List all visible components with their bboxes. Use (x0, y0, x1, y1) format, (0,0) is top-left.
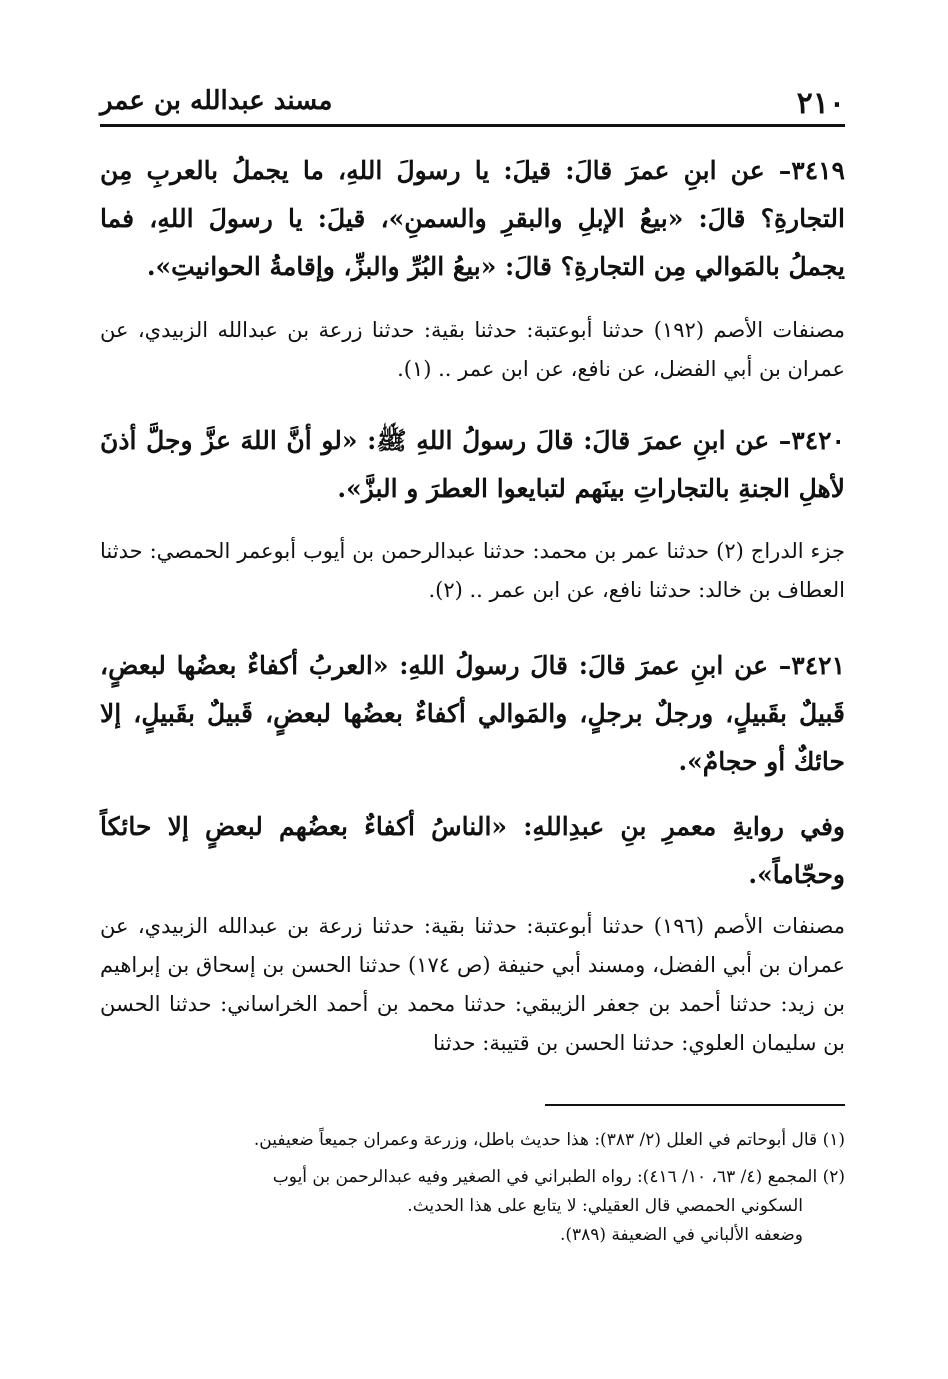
hadith-3421 (100, 642, 845, 786)
footnote-line: (١) قال أبوحاتم في العلل (٢/ ٣٨٣): هذا حديث باطل، وزرعة وعمران جميعاً ضعيفين. (253, 1130, 845, 1150)
header-rule (100, 124, 845, 127)
footnote-2 (100, 1163, 845, 1250)
source-citation: مصنفات الأصم (١٩٦) حدثنا أبوعتبة: حدثنا بقية: حدثنا زرعة بن عبدالله الزبيدي، عن عمران بن أبي الفضل، ومسند أبي حنيفة (ص ١٧٤) حدثنا الحسن بن إسحاق بن إبراهيم بن زيد: حدثنا أحمد بن جعفر الزيبقي: حدثنا محمد بن أحمد الخراساني: حدثنا الحسن بن سليمان العلوي: حدثنا الحسن بن قتيبة: حدثنا (100, 914, 845, 1055)
page-header (100, 86, 845, 122)
hadith-3420 (100, 417, 845, 513)
footnote-rule (545, 1104, 845, 1106)
footnote-1 (100, 1126, 845, 1155)
source-citation: جزء الدراج (٢) حدثنا عمر بن محمد: حدثنا عبدالرحمن بن أيوب أبوعمر الحمصي: حدثنا العطاف بن خالد: حدثنا نافع، عن ابن عمر .. (٢). (100, 539, 845, 602)
hadith-number: ٣٤٢٠– (778, 426, 845, 455)
footnote-line: السكوني الحمصي قال العقيلي: لا يتابع على هذا الحديث. (407, 1196, 803, 1216)
hadith-number: ٣٤٢١– (778, 651, 845, 680)
page-number: ٢١٠ (796, 86, 845, 121)
hadith-3419 (100, 147, 845, 291)
hadith-variant: وفي روايةِ معمرِ بنِ عبدِاللهِ: «الناسُ أكفاءٌ بعضُهم لبعضٍ إلا حائكاً وحجّاماً». (100, 812, 845, 889)
source-citation: مصنفات الأصم (١٩٢) حدثنا أبوعتبة: حدثنا بقية: حدثنا زرعة بن عبدالله الزبيدي، عن عمران بن أبي الفضل، عن نافع، عن ابن عمر .. (١). (100, 318, 845, 381)
hadith-text: عن ابنِ عمرَ قالَ: قالَ رسولُ اللهِ: «العربُ أكفاءٌ بعضُها لبعضٍ، قَبيلٌ بقَبيلٍ، ورجلٌ برجلٍ، والمَوالي أكفاءٌ بعضُها لبعضٍ، قَبيلٌ بقَبيلٍ، إلا حائكٌ أو حجامٌ». (100, 651, 845, 776)
hadith-text: عن ابنِ عمرَ قالَ: قالَ رسولُ اللهِ ﷺ: «لو أنَّ اللهَ عزَّ وجلَّ أذنَ لأهلِ الجنةِ بالتجاراتِ بينَهم لتبايعوا العطرَ و البزَّ». (100, 426, 845, 503)
running-title: مسند عبدالله بن عمر (100, 86, 333, 116)
footnote-line: وضعفه الألباني في الضعيفة (٣٨٩). (559, 1225, 803, 1245)
hadith-number: ٣٤١٩– (778, 156, 845, 185)
hadith-text: عن ابنِ عمرَ قالَ: قيلَ: يا رسولَ اللهِ، ما يجملُ بالعربِ مِن التجارةِ؟ قالَ: «بيعُ الإبلِ والبقرِ والسمنِ»، قيلَ: يا رسولَ اللهِ، فما يجملُ بالمَوالي مِن التجارةِ؟ قالَ: «بيعُ البُرِّ والبزِّ، وإقامةُ الحوانيتِ». (100, 156, 845, 281)
footnote-line: (٢) المجمع (٤/ ٦٣، ١٠/ ٤١٦): رواه الطبراني في الصغير وفيه عبدالرحمن بن أيوب (272, 1167, 845, 1187)
